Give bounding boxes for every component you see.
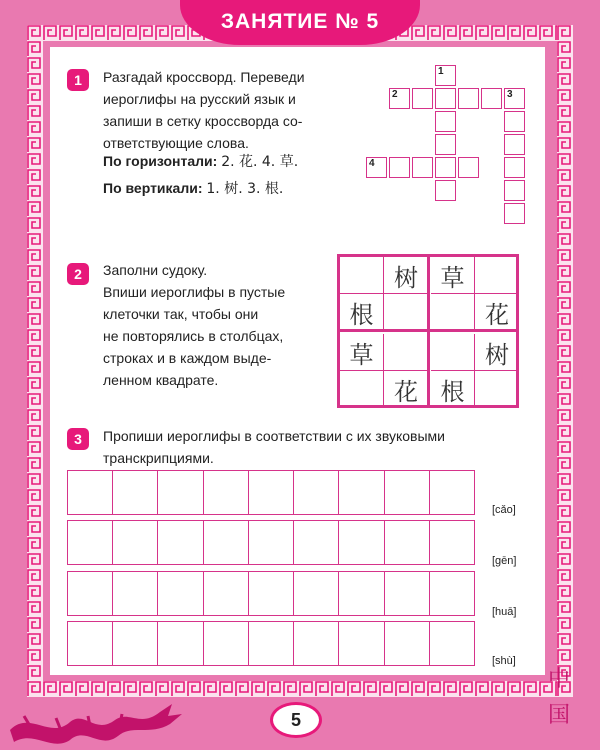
task-number-badge-3: 3 — [67, 428, 89, 450]
crossword-cell[interactable] — [435, 180, 456, 201]
ornament-border-right — [557, 25, 573, 697]
pinyin-label: [gēn] — [492, 555, 517, 567]
task1-line: запиши в сетку кроссворда со- — [103, 113, 303, 129]
vertical-clues — [103, 177, 283, 200]
task1-line: Разгадай кроссворд. Переведи — [103, 69, 305, 85]
pinyin-label: [shù] — [492, 655, 516, 667]
task1-line: иероглифы на русский язык и — [103, 91, 296, 107]
task2-line: Заполни судоку. — [103, 262, 208, 278]
ornament-border-left — [27, 25, 43, 697]
task3-line: Пропиши иероглифы в соответствии с их звуковыми — [103, 428, 445, 444]
crossword-cell[interactable] — [412, 88, 433, 109]
writing-row[interactable] — [67, 621, 475, 666]
corner-char-zhong: 中 — [548, 667, 571, 692]
crossword-number-3: 3 — [507, 89, 513, 100]
sudoku-cell[interactable] — [340, 257, 384, 294]
vertical-label: По вертикали: — [103, 180, 203, 196]
crossword-cell[interactable] — [389, 157, 410, 178]
sudoku-grid — [337, 254, 519, 408]
crossword-cell[interactable] — [504, 134, 525, 155]
crossword-cell[interactable] — [504, 203, 525, 224]
sudoku-cell[interactable]: 花 — [394, 378, 418, 406]
task2-line: ленном квадрате. — [103, 372, 219, 388]
writing-row[interactable] — [67, 520, 475, 565]
crossword-number-1: 1 — [438, 66, 444, 77]
task-number-badge-2: 2 — [67, 263, 89, 285]
sudoku-cell[interactable] — [431, 294, 475, 331]
pinyin-label: [huā] — [492, 606, 517, 618]
writing-row[interactable] — [67, 571, 475, 616]
sudoku-cell[interactable] — [340, 371, 384, 408]
sudoku-cell[interactable]: 树 — [384, 257, 428, 294]
crossword-cell[interactable] — [458, 157, 479, 178]
task2-line: клеточки так, чтобы они — [103, 306, 259, 322]
sudoku-cell[interactable] — [475, 257, 519, 294]
task3-line: транскрипциями. — [103, 450, 214, 466]
sudoku-cell[interactable] — [384, 334, 428, 371]
crossword-cell[interactable] — [504, 157, 525, 178]
sudoku-cell[interactable]: 根 — [431, 371, 475, 408]
vertical-clue-text: 1. 树. 3. 根. — [206, 181, 284, 197]
sudoku-cell[interactable]: 草 — [431, 257, 475, 294]
task2-line: не повторялись в столбцах, — [103, 328, 284, 344]
task2-line: Впиши иероглифы в пустые — [103, 284, 286, 300]
task1-line: ответствующие слова. — [103, 135, 249, 151]
crossword-cell[interactable] — [481, 88, 502, 109]
crossword-cell[interactable] — [412, 157, 433, 178]
crossword-cell[interactable] — [435, 157, 456, 178]
crossword-number-2: 2 — [392, 89, 398, 100]
crossword-cell[interactable] — [504, 180, 525, 201]
sudoku-cell[interactable]: 草 — [340, 334, 384, 371]
horizontal-clues — [103, 150, 298, 173]
dragon-illustration — [0, 690, 200, 750]
sudoku-cell[interactable] — [475, 371, 519, 408]
crossword-cell[interactable] — [435, 134, 456, 155]
sudoku-cell[interactable]: 树 — [475, 334, 519, 371]
page-title: ЗАНЯТИЕ № 5 — [220, 10, 380, 33]
crossword-cell[interactable] — [435, 88, 456, 109]
task2-line: строках и в каждом выде- — [103, 350, 272, 366]
horizontal-label: По горизонтали: — [103, 153, 218, 169]
sudoku-cell[interactable]: 根 — [340, 294, 384, 331]
crossword-cell[interactable] — [458, 88, 479, 109]
task-number-badge-1: 1 — [67, 69, 89, 91]
horizontal-clue-text: 2. 花. 4. 草. — [221, 154, 299, 170]
crossword-cell[interactable] — [435, 111, 456, 132]
pinyin-label: [cǎo] — [492, 504, 516, 516]
crossword-cell[interactable] — [504, 111, 525, 132]
writing-row[interactable] — [67, 470, 475, 515]
sudoku-cell[interactable]: 花 — [485, 301, 509, 329]
page-number: 5 — [270, 702, 322, 738]
crossword-number-4: 4 — [369, 158, 375, 169]
corner-char-guo: 国 — [548, 703, 571, 728]
task3-instruction — [103, 425, 543, 469]
task1-instruction — [103, 66, 343, 154]
sudoku-cell[interactable] — [431, 334, 475, 371]
task2-instruction — [103, 259, 323, 391]
sudoku-cell[interactable] — [384, 294, 428, 331]
